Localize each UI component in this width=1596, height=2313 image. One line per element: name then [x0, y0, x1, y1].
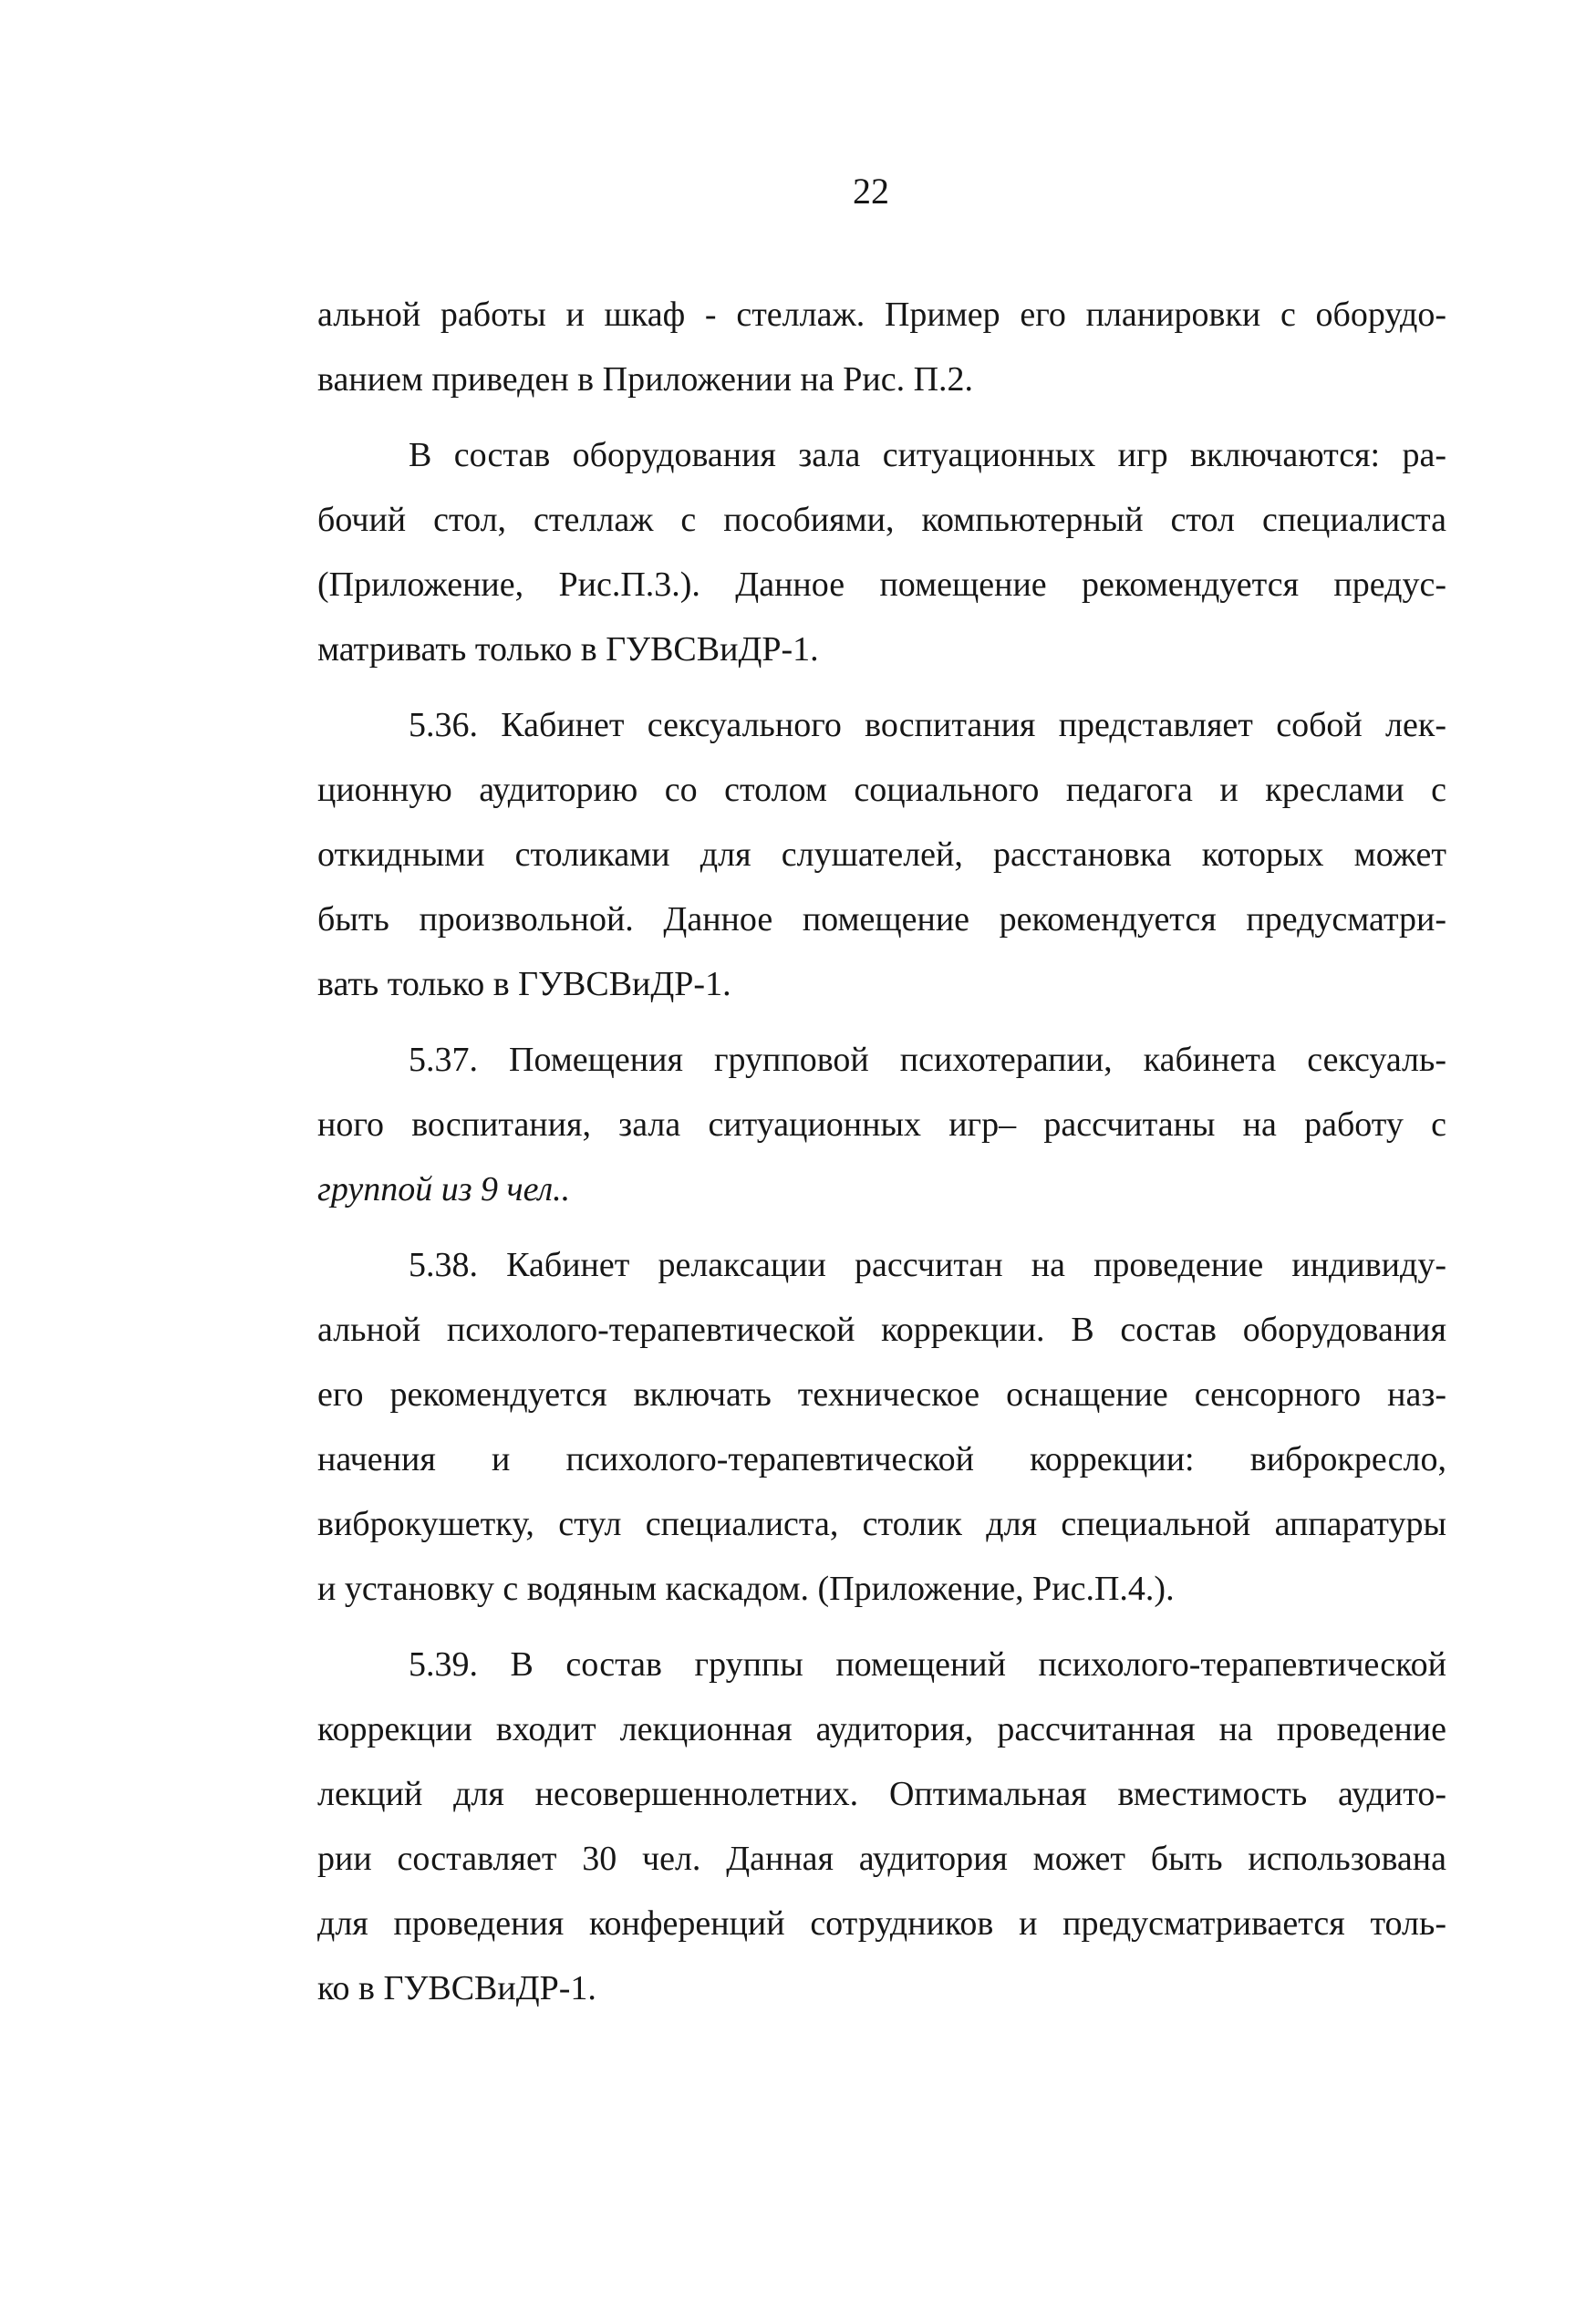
text-line: для проведения конференций сотрудников и предусматривается толь-	[317, 1904, 1446, 1943]
text-line: ционную аудиторию со столом социального педагога и креслами с	[317, 771, 1446, 809]
text-line: лекций для несовершеннолетних. Оптимальная вместимость аудито-	[317, 1775, 1446, 1813]
text-line: 5.37. Помещения групповой психотерапии, кабинета сексуаль-	[409, 1041, 1446, 1079]
text-line: откидными столиками для слушателей, расстановка которых может	[317, 835, 1446, 874]
document-body	[317, 283, 1446, 2021]
text-line: начения и психолого-терапевтической коррекции: виброкресло,	[317, 1440, 1446, 1478]
paragraph-continuation	[317, 283, 1446, 412]
paragraph-5-37	[317, 1028, 1446, 1222]
paragraph-5-38	[317, 1233, 1446, 1622]
paragraph-5-39	[317, 1633, 1446, 2021]
text-line: быть произвольной. Данное помещение рекомендуется предусматри-	[317, 900, 1446, 939]
text-line: и установку с водяным каскадом. (Приложение, Рис.П.4.).	[317, 1570, 1175, 1608]
text-line: его рекомендуется включать техническое оснащение сенсорного наз-	[317, 1375, 1446, 1414]
text-line: 5.36. Кабинет сексуального воспитания представляет собой лек-	[409, 706, 1446, 744]
text-line: бочий стол, стеллаж с пособиями, компьютерный стол специалиста	[317, 501, 1446, 539]
text-line: виброкушетку, стул специалиста, столик для специальной аппаратуры	[317, 1505, 1446, 1543]
text-line: (Приложение, Рис.П.3.). Данное помещение рекомендуется предус-	[317, 565, 1446, 604]
page-number: 22	[853, 171, 889, 212]
text-line: 5.38. Кабинет релаксации рассчитан на проведение индивиду-	[409, 1246, 1446, 1284]
text-line: матривать только в ГУВСВиДР-1.	[317, 630, 819, 669]
text-line: ко в ГУВСВиДР-1.	[317, 1969, 596, 2007]
text-line: ванием приведен в Приложении на Рис. П.2.	[317, 360, 974, 399]
text-line: коррекции входит лекционная аудитория, рассчитанная на проведение	[317, 1710, 1446, 1748]
text-line: 5.39. В состав группы помещений психолого-терапевтической	[409, 1645, 1446, 1684]
text-line: вать только в ГУВСВиДР-1.	[317, 965, 731, 1003]
text-line: ного воспитания, зала ситуационных игр– рассчитаны на работу с	[317, 1105, 1446, 1144]
paragraph-situational-games-hall	[317, 423, 1446, 682]
text-line: рии составляет 30 чел. Данная аудитория может быть использована	[317, 1840, 1446, 1878]
text-line: альной работы и шкаф - стеллаж. Пример его планировки с оборудо-	[317, 296, 1446, 334]
text-line: альной психолого-терапевтической коррекции. В состав оборудования	[317, 1311, 1446, 1349]
text-line: В состав оборудования зала ситуационных игр включаются: ра-	[409, 436, 1446, 474]
text-line: группой из 9 чел..	[317, 1170, 571, 1208]
paragraph-5-36	[317, 693, 1446, 1017]
